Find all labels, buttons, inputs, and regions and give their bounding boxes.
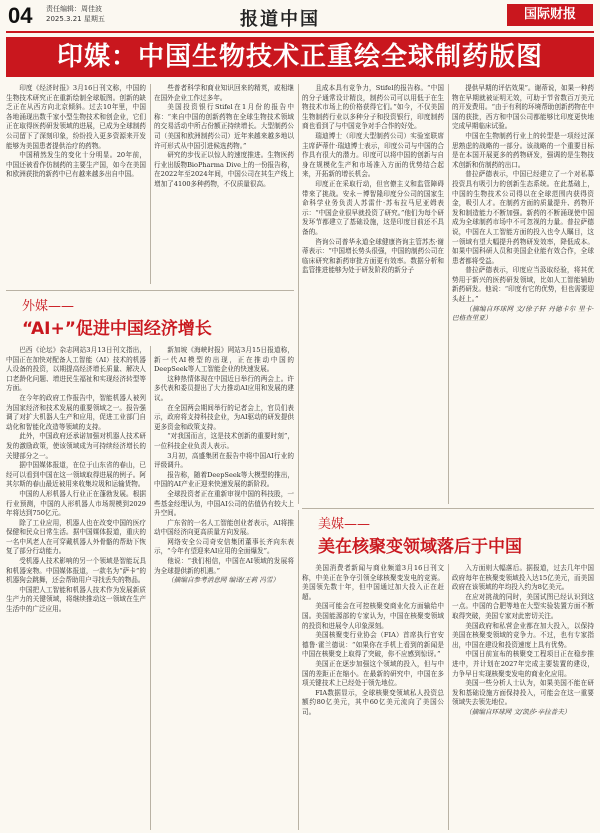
article3-heading [318,513,522,557]
page-header [0,0,600,34]
article2-credit: （摘编自参考消息网 编译/王莉 冯雪） [167,576,280,585]
paragraph: 受机器人技术影响的另一个领域是智能玩具和机器宠物。中国媒体报道，一款名为“萨卡”的机器狗会跳舞，还会帮助用户寻找丢失的物品。 [6,557,146,585]
section-divider [302,508,594,509]
paragraph: 研究的步伐正以惊人的速度推进。生物医药行业出版物BioPharma Dive上的一份报告称，在2022年至2024年间，中国公司在其生产线上增加了4100多种药物，不仅质量很高。 [154,151,294,188]
date-line: 2025.3.21 星期五 [46,15,105,23]
paragraph: 在今年的政府工作报告中，智能机器人被列为国家经济和技术发展的重要领域之一。报告强调了对扩大机器人生产和应用，促进工业部门自动化和智能化改造等领域的支持。 [6,393,146,431]
paragraph: 巴西《论坛》杂志网站3月13日刊文指出，中国正在加快对配备人工智能（AI）技术的机器人设备的投资，以期提高经济增长质量、解决人口老龄化问题、增进民生福祉和实现经济转型等方面。 [6,346,146,393]
main-headline: 印媒：中国生物技术正重绘全球制药版图 [6,37,594,77]
brand-logo: 国际财报 [507,4,593,26]
paragraph: 据中国媒体报道，在位于山东省的春山，已经可以看到中国在这一领域取得进展的例子。阿其尔斯的春山最近被用来收集垃圾和运输货物。 [6,461,146,489]
paragraph: 美国正在逐步加强这个领域的投入，但与中国的差距正在缩小。在最新的研究中，中国在多项关键技术上已经处于领先地位。 [302,659,444,688]
paragraph: 印度《经济时报》3月16日刊文称，中国的生物技术研究正在重新绘制全球版图。创新的缺乏正在从西方向北京倾斜。过去10年里，中国各地涌现出数千家小型生物技术和创企业，它们正在取得医药研发领域的进展，已成为全球制药公司留下了深刻印象，纷纷投入更多资源来开发能够为美国患者提供治疗的药物。 [6,84,146,150]
paragraph: 中国日前宣布的核聚变工程项目正在稳步推进中，并计划在2027年完成主要装置的建设，力争早日实现核聚变发电的商业化应用。 [452,650,594,678]
paragraph: 美国投资银行Stifel在1月份的报告中称：“来自中国的创新药物在全球生物技术领域的交易活动中所占份额正持续增长。大型制药公司（美国和欧洲制药公司）近年来越来越多地以许可形式从中国引进候选药物。” [154,103,294,150]
article3-col2 [452,564,594,830]
paragraph: 报告称，随着DeepSeek等大模型的推出，中国的AI产业正迎来快速发展的新阶段。 [154,470,294,489]
article1-col3 [302,84,444,504]
column-divider [448,564,449,830]
paragraph: 3月初，高盛集团在报告中将中国AI行业的评级调升。 [154,451,294,470]
paragraph: 普拉萨德表示，印度应当汲取经验，将其优势用于新兴的医药研发领域，比如人工智能辅助新药研发。他说：“印度有它的优势，但也需要迎头赶上。” [452,266,594,304]
paragraph: 网络安全公司奇安信集团董事长齐向东表示，“今年有望迎来AI应用的全面爆发”。 [154,537,294,556]
paragraph: 且成本具有竞争力，Stifel的报告称。“中国的分子通常设计精良，制药公司可以用低于在生物技术市场上的价格获得它们。”如今，不仅美国生物制药行业以多种分子和投资银行，印度制药商也看到了与中国竞争对手合作的好处。 [302,84,444,131]
section-divider [6,290,294,291]
paragraph: 印度正在采取行动，但官僚主义和监管障碍带来了挑战。安永－博智隆印度分公司的国家生命科学业务负责人苏雷什·苏布拉马尼亚姆表示：“中国企业很早就投资了研究。”他们为每个研发环节都建立了基础设施，这是印度目前还不具备的。 [302,179,444,236]
page-number: 04 [8,3,33,28]
column-divider [298,510,299,830]
paragraph: 提供早期的评估效果”。谢蒂说，如果一种药物在早期就被证明无效，可助于节省数百万美元的开发费用。“由于有利的环境帮助创新药物在中国的获批，西方和中国公司都能够比印度更快地完成早期临床试验。 [452,84,594,131]
issue-info [46,4,105,24]
column-divider [150,346,151,830]
paragraph: 中国稍然发生的变化十分明显。20年前，中国还被看作仿制药的主要生产国，如今在美国和欧洲获批的新药中已有越来越多出自中国。 [6,151,146,179]
paragraph: 美国一些分析人士认为，如果美国不能在研发和基础设施方面保持投入，可能会在这一重要领域失去领先地位。 [452,679,594,707]
article3-credit: （摘编自环球网 文/凯莎·辛拉普夫） [465,707,571,716]
paragraph: 广东省的一名人工智能创业者表示，AI将推动中国经济向更高质量方向发展。 [154,518,294,537]
article3-title: 美在核聚变领域落后于中国 [318,537,522,557]
article2-col1 [6,346,146,830]
column-divider [150,84,151,284]
editor-line: 责任编辑：周佳波 [46,5,102,13]
paragraph: 美国核聚变行业协会（FIA）首席执行官安德鲁·霍兰德说：“如果你在手机上看到的新闻是中国在核聚变上取得了突破，你不应感到惊讶。” [302,631,444,659]
paragraph: 新加坡《海峡时报》网站3月15日报道称，新一代AI模型的出现，正在推动中国的DeepSeek等人工智能企业的快速发展。 [154,346,294,374]
paragraph: 中国在生物制药行业上的转型是一项经过深思熟虑的战略的一部分。该战略的一个重要目标是在本国开展更多的药物研发，强调的是生物技术创新和仿制药的出口。 [452,131,594,169]
column-divider [298,84,299,504]
paragraph: 普拉萨德表示，中国已经建立了一个对私募投资具有吸引力的创新生态系统。在此基础上，中国的生物技术公司得以在全球范围内获得资金，吸引人才。在制药方面的质量提升、药物开发和制造能力不断加强。新药的不断涌现使中国成为全球制药市场中不可忽视的力量。普拉萨德说，中国在人工智能方面的投入也令人瞩目，这一领域有望大幅提升药物研发效率，降低成本。如果中国科研人员和美国企业能有效合作，全球患者都将受益。 [452,170,594,265]
paragraph: 中国把人工智能和机器人技术作为发展新质生产力的关键领域，将继续推动这一领域在生产生活中的广泛应用。 [6,585,146,614]
paragraph: 美国可能会在可控核聚变商业化方面输给中国。美国能源部的专家认为，中国在核聚变领域的投资和进展令人印象深刻。 [302,602,444,630]
paragraph: FIA数据显示，全球核聚变领域私人投资总额约80亿美元，其中60亿美元流向了美国公司。 [302,688,444,716]
article2-tag: 外媒—— [22,299,75,314]
paragraph: 全球投资者正在重新审视中国的科技股，一些基金经理认为，中国AI公司的估值仍有较大上升空间。 [154,489,294,518]
paragraph: 中国的人形机器人行业正在蓬勃发展。根据行业预测，中国的人形机器人市场规模到2029年将达到750亿元。 [6,489,146,518]
paragraph: “对我国而言，这是技术创新的重要时刻”，一位科技企业负责人表示。 [154,432,294,450]
paragraph: 美国政府和私营企业都在加大投入，以保持美国在核聚变领域的竞争力。不过，也有专家指出，中国在建设和投资速度上具有优势。 [452,621,594,649]
column-divider [448,84,449,504]
article1-credit: （摘编自环球网 文/徐子轩 丹德卡尔 里卡·巴格查里亚） [452,304,594,323]
article2-title: “AI+”促进中国经济增长 [22,319,212,339]
paragraph: 除了工业应用，机器人也在改变中国的医疗保健和民众日常生活。据中国媒体报道，重庆的一名中风老人在可穿戴机器人外骨骼的帮助下恢复了部分行动能力。 [6,518,146,556]
paragraph: 他说：“我们相信，中国在AI领域的发展将为全球提供新的机遇。” [154,557,294,575]
paragraph: 些普者科学和商业知识回来的精英，或相继在国外企业工作过多年。 [154,84,294,102]
section-title: 报道中国 [240,9,320,30]
paragraph: 在应对挑战的同时，美国试图已经认识到这一点。中国的合肥等地在大型实验装置方面不断取得突破，美国专家对此密切关注。 [452,592,594,620]
article2-col2 [154,346,294,830]
paragraph: 咨询公司普华永道全球健康咨询主管苏杰·谢蒂表示：“中国增长势头很强，中国的制药公司在临床研究和新药审批方面更有效率。数据分析和监管推进能够为处于研发阶段的新分子 [302,237,444,275]
header-rule [6,31,594,33]
paragraph: 美国消费者新闻与商业频道3月16日刊文称，中美正在争夺引领全球核聚变发电的竞赛。美国领先数十年，但中国通过加大投入正在赶超。 [302,564,444,601]
article3-col1 [302,564,444,830]
article1-col4 [452,84,594,504]
article2-heading [22,295,212,339]
paragraph: 此外，中国政府还承诺加强对机器人技术研发的激励政策，使该领域成为可持续经济增长的关键部分之一。 [6,432,146,460]
article3-tag: 美媒—— [318,517,371,532]
article1-col1 [6,84,146,284]
paragraph: 瑞迪博士（印度大型制药公司）实验室联席主席萨蒂什·瑞迪博士表示，印度公司与中国的合作具有很大的潜力。印度可以将中国的创新与自身在规模化生产和市场准入方面的优势结合起来，开拓新的增长机会。 [302,131,444,179]
article1-col2 [154,84,294,284]
paragraph: 入方面则大幅落后。据报道，过去几年中国政府每年在核聚变领域投入达15亿美元，而美国政府在该领域的年均投入约为8亿美元。 [452,564,594,592]
paragraph: 在全国两会期间举行的记者会上，官员们表示，政府将支持科技企业，为AI驱动的研发提供更多资金和政策支持。 [154,403,294,431]
paragraph: 这种热情体现在中国近日举行的两会上。许多代表和委员提出了大力推动AI应用和发展的建议。 [154,374,294,402]
